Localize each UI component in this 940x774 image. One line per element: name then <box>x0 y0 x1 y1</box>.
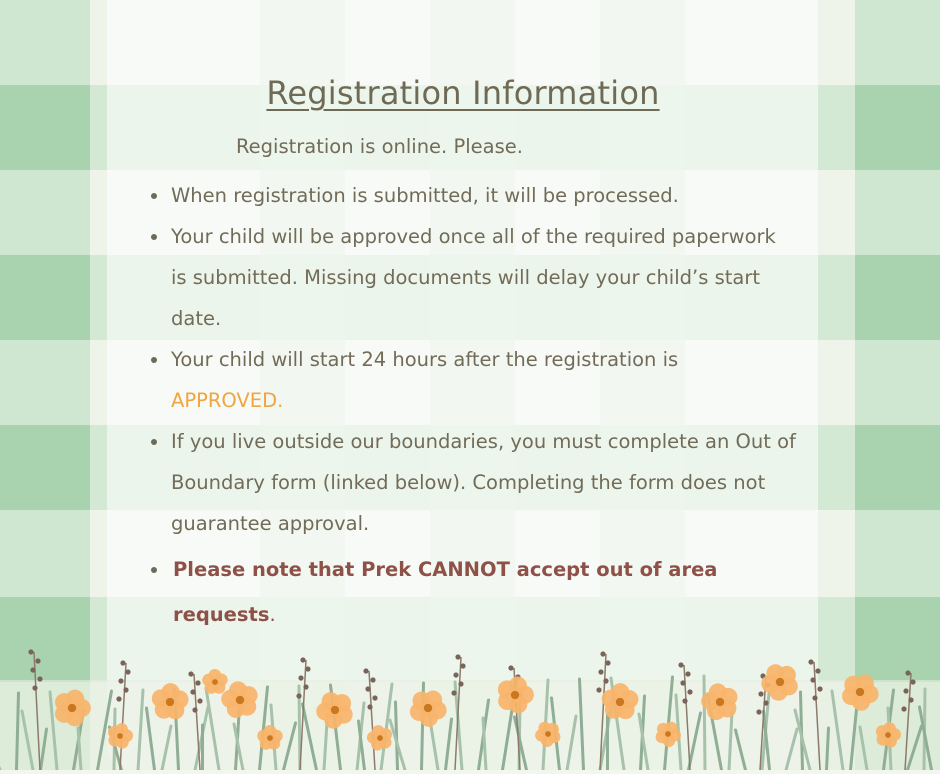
berry-icon <box>817 686 822 691</box>
bullet-icon <box>151 439 157 445</box>
list-item <box>147 175 797 216</box>
leaf-icon <box>299 686 300 770</box>
berry-icon <box>603 678 608 683</box>
berry-icon <box>756 709 761 714</box>
berry-icon <box>903 688 908 693</box>
berry-icon <box>680 680 685 685</box>
bullet-icon <box>151 567 157 573</box>
bullet-text: Your child will be approved once all of the required paperwork is submitted. Missing documents will delay your child’s start date. <box>171 225 776 330</box>
berry-icon <box>120 660 125 665</box>
berry-icon <box>188 671 193 676</box>
berry-icon <box>303 684 308 689</box>
berry-icon <box>453 672 458 677</box>
berry-icon <box>685 671 690 676</box>
berry-icon <box>32 685 37 690</box>
berry-icon <box>808 659 813 664</box>
bullet-text: When registration is submitted, it will be processed. <box>171 184 679 207</box>
leaf-icon <box>827 728 829 770</box>
berry-icon <box>28 649 33 654</box>
list-item <box>147 421 797 544</box>
berry-icon <box>300 657 305 662</box>
berry-icon <box>190 689 195 694</box>
berry-icon <box>197 698 202 703</box>
berry-icon <box>370 677 375 682</box>
berry-icon <box>687 689 692 694</box>
berry-icon <box>605 660 610 665</box>
berry-icon <box>30 667 35 672</box>
berry-icon <box>296 693 301 698</box>
page-title: Registration Information <box>266 74 660 112</box>
berry-icon <box>598 669 603 674</box>
berry-icon <box>125 669 130 674</box>
berry-icon <box>596 687 601 692</box>
berry-icon <box>682 698 687 703</box>
warning-text: Please note that Prek CANNOT accept out of area requests <box>173 558 718 626</box>
berry-icon <box>305 666 310 671</box>
berry-icon <box>35 658 40 663</box>
bullet-icon <box>151 357 157 363</box>
berry-icon <box>810 677 815 682</box>
berry-icon <box>758 691 763 696</box>
bullet-text: Your child will start 24 hours after the registration is <box>171 348 679 371</box>
wildflower-border <box>0 640 940 770</box>
bullet-icon <box>151 234 157 240</box>
berry-icon <box>451 690 456 695</box>
berry-icon <box>460 663 465 668</box>
berry-icon <box>678 662 683 667</box>
berry-icon <box>37 676 42 681</box>
berry-icon <box>195 680 200 685</box>
berry-icon <box>763 700 768 705</box>
flower-illustration <box>0 640 940 770</box>
list-item-warning <box>147 547 797 637</box>
list-item <box>147 339 797 421</box>
berry-icon <box>458 681 463 686</box>
intro-text: Registration is online. Please. <box>236 135 523 158</box>
berry-icon <box>365 686 370 691</box>
bullet-text: If you live outside our boundaries, you must complete an Out of Boundary form (linked below). Completing the form does not guarantee approval. <box>171 430 796 535</box>
berry-icon <box>905 670 910 675</box>
berry-icon <box>455 654 460 659</box>
berry-icon <box>123 687 128 692</box>
berry-icon <box>901 706 906 711</box>
bullet-icon <box>151 193 157 199</box>
info-list <box>147 175 797 637</box>
berry-icon <box>508 665 513 670</box>
flower-icon <box>202 669 227 694</box>
berry-icon <box>815 668 820 673</box>
berry-icon <box>367 704 372 709</box>
berry-icon <box>908 697 913 702</box>
berry-icon <box>600 651 605 656</box>
berry-icon <box>298 675 303 680</box>
leaf-icon <box>17 693 19 770</box>
approved-highlight: APPROVED. <box>171 389 284 412</box>
berry-icon <box>192 707 197 712</box>
berry-icon <box>118 678 123 683</box>
warning-period: . <box>269 603 276 626</box>
berry-icon <box>372 695 377 700</box>
berry-icon <box>116 696 121 701</box>
berry-icon <box>910 679 915 684</box>
list-item <box>147 216 797 339</box>
berry-icon <box>363 668 368 673</box>
berry-icon <box>812 695 817 700</box>
leaf-icon <box>704 676 705 770</box>
